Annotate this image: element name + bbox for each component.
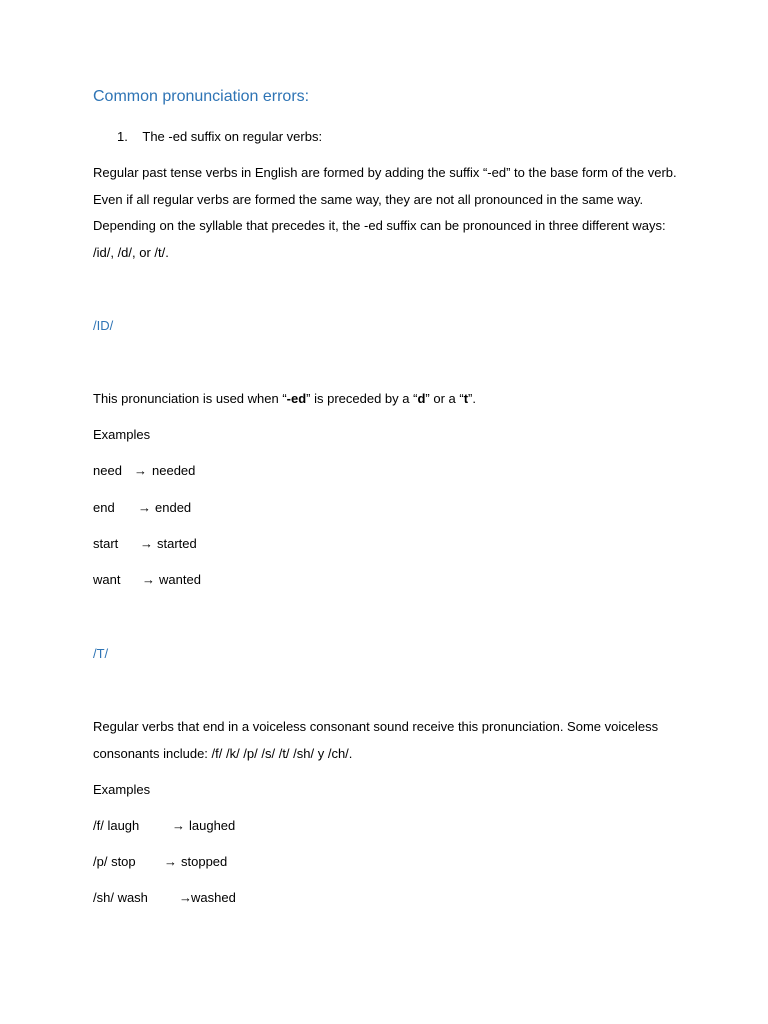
arrow-icon: → — [142, 572, 155, 587]
example-base: want — [93, 572, 121, 587]
id-rule-part: ”. — [468, 391, 476, 406]
id-rule-text — [93, 391, 476, 406]
id-rule-part: This pronunciation is used when “ — [93, 391, 287, 406]
arrow-icon: → — [134, 463, 147, 478]
section-title-id: /ID/ — [93, 318, 114, 333]
example-past: wanted — [159, 572, 201, 587]
page-title: Common pronunciation errors: — [93, 88, 310, 105]
examples-label: Examples — [93, 427, 151, 442]
list-item-text: The -ed suffix on regular verbs: — [142, 129, 323, 144]
arrow-icon: → — [179, 890, 192, 905]
arrow-icon: → — [138, 500, 151, 515]
example-past: laughed — [189, 818, 236, 833]
example-past: ended — [155, 500, 192, 515]
example-past: washed — [191, 890, 236, 905]
id-rule-part: ” or a “ — [425, 391, 464, 406]
example-past: stopped — [181, 854, 228, 869]
examples-label: Examples — [93, 782, 151, 797]
example-past: needed — [152, 463, 196, 478]
example-base: start — [93, 536, 119, 551]
example-base: end — [93, 500, 115, 515]
id-rule-part: ” is preceded by a “ — [306, 391, 418, 406]
id-rule-bold-ed: -ed — [286, 391, 307, 406]
arrow-icon: → — [164, 854, 177, 869]
example-past: started — [157, 536, 197, 551]
example-base: /p/ stop — [93, 854, 136, 869]
arrow-icon: → — [172, 818, 185, 833]
intro-paragraph: Regular past tense verbs in English are formed by adding the suffix “-ed” to the base form of the verb. Even if all regular verbs are formed the same way, they are not all pronounced in the same way. Depending on the syllable that precedes it, the -ed suffix can be pronounced in three different ways: /id/, /d/, or /t/. — [93, 165, 677, 261]
numbered-list-item — [117, 129, 322, 144]
list-number: 1. — [117, 129, 128, 144]
t-rule-text: Regular verbs that end in a voiceless consonant sound receive this pronunciation. Some voiceless consonants include: /f/ /k/ /p/ /s/ /t/ /sh/ y /ch/. — [93, 719, 659, 761]
section-title-t: /T/ — [93, 646, 109, 661]
arrow-icon: → — [140, 536, 153, 551]
id-rule-bold-t: t — [463, 391, 469, 406]
id-rule-bold-d: d — [417, 391, 426, 406]
example-base: need — [93, 463, 122, 478]
example-base: /f/ laugh — [93, 818, 140, 833]
example-base: /sh/ wash — [93, 890, 148, 905]
